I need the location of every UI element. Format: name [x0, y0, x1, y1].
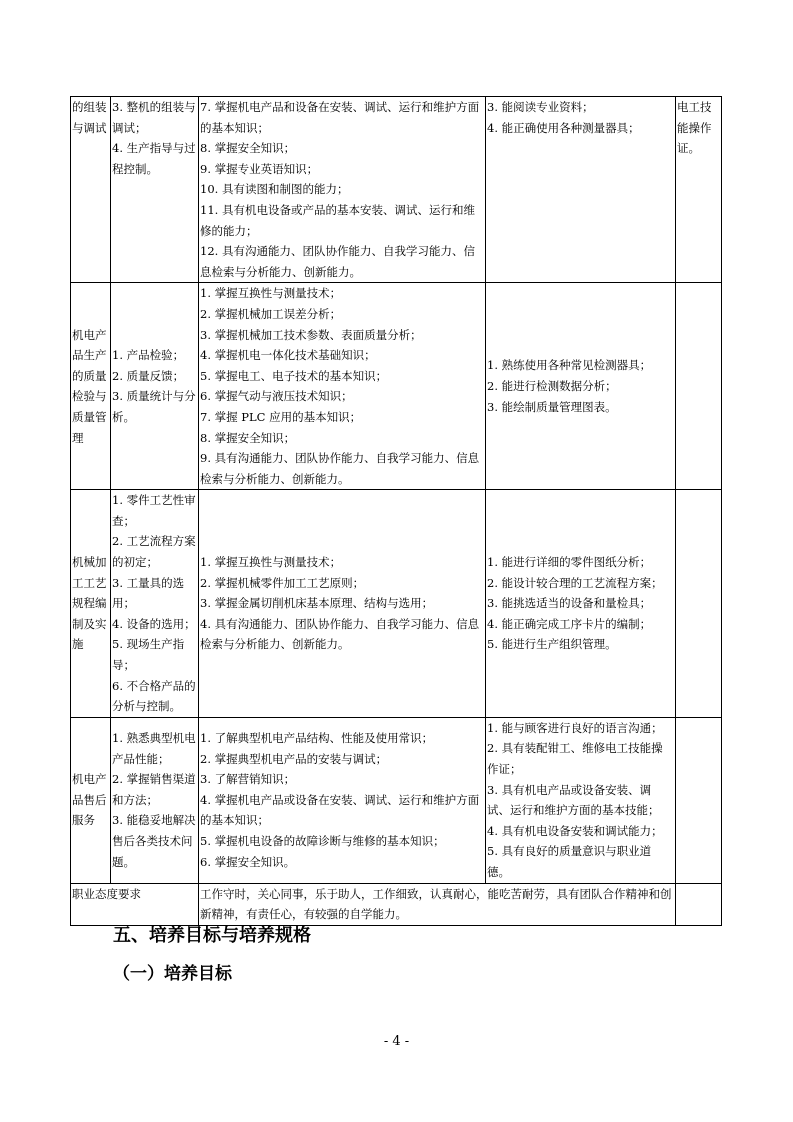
skills-cell: 1. 能进行详细的零件图纸分析； 2. 能设计较合理的工艺流程方案； 3. 能挑选适当的设备和量检具； 4. 能正确完成工序卡片的编制； 5. 能进行生产组织管理。: [486, 490, 676, 718]
work-area-cell: 的组装 与调试: [71, 97, 111, 283]
table-row: [71, 283, 722, 490]
work-task-cell: 3. 整机的组装与调试； 4. 生产指导与过程控制。: [111, 97, 199, 283]
section-heading: 五、培养目标与培养规格: [113, 925, 311, 946]
skills-cell: 3. 能阅读专业资料； 4. 能正确使用各种测量器具；: [486, 97, 676, 283]
table-row: [71, 490, 722, 718]
work-area-cell: 机电产品生产的质量检验与质量管理: [71, 283, 111, 490]
table-row-attitude: [71, 883, 722, 925]
certificate-cell: 电工技能操作证。: [676, 97, 722, 283]
table-row: [71, 717, 722, 883]
knowledge-cell: 1. 了解典型机电产品结构、性能及使用常识； 2. 掌握典型机电产品的安装与调试； 3. 了解营销知识； 4. 掌握机电产品或设备在安装、调试、运行和维护方面的基本知识； 5. 掌握机电设备的故障诊断与维修的基本知识； 6. 掌握安全知识。: [199, 717, 486, 883]
certificate-cell: [676, 283, 722, 490]
page-number: - 4 -: [383, 1034, 410, 1049]
work-task-cell: 1. 熟悉典型机电产品性能； 2. 掌握销售渠道和方法； 3. 能稳妥地解决售后各类技术问题。: [111, 717, 199, 883]
skills-cell: 1. 熟练使用各种常见检测器具； 2. 能进行检测数据分析； 3. 能绘制质量管理图表。: [486, 283, 676, 490]
work-task-cell: 1. 产品检验； 2. 质量反馈； 3. 质量统计与分析。: [111, 283, 199, 490]
work-area-cell: 机械加工工艺规程编制及实施: [71, 490, 111, 718]
table-row: [71, 97, 722, 283]
work-task-cell: 1. 零件工艺性审查； 2. 工艺流程方案的初定； 3. 工量具的选用； 4. 设备的选用； 5. 现场生产指导； 6. 不合格产品的分析与控制。: [111, 490, 199, 718]
attitude-empty-cell: [676, 883, 722, 925]
curriculum-table: [70, 96, 722, 926]
certificate-cell: [676, 490, 722, 718]
subsection-heading: （一）培养目标: [113, 964, 232, 984]
attitude-text: 工作守时，关心同事，乐于助人，工作细致，认真耐心，能吃苦耐劳，具有团队合作精神和创新精神，有责任心，有较强的自学能力。: [199, 883, 676, 925]
skills-cell: 1. 能与顾客进行良好的语言沟通； 2. 具有装配钳工、维修电工技能操作证； 3. 具有机电产品或设备安装、调试、运行和维护方面的基本技能； 4. 具有机电设备安装和调试能力； 5. 具有良好的质量意识与职业道德。: [486, 717, 676, 883]
knowledge-cell: 1. 掌握互换性与测量技术； 2. 掌握机械加工误差分析； 3. 掌握机械加工技术参数、表面质量分析； 4. 掌握机电一体化技术基础知识； 5. 掌握电工、电子技术的基本知识； 6. 掌握气动与液压技术知识； 7. 掌握 PLC 应用的基本知识； 8. 掌握安全知识； 9. 具有沟通能力、团队协作能力、自我学习能力、信息检索与分析能力、创新能力。: [199, 283, 486, 490]
knowledge-cell: 7. 掌握机电产品和设备在安装、调试、运行和维护方面的基本知识； 8. 掌握安全知识； 9. 掌握专业英语知识； 10. 具有读图和制图的能力； 11. 具有机电设备或产品的基本安装、调试、运行和维修的能力； 12. 具有沟通能力、团队协作能力、自我学习能力、信息检索与分析能力、创新能力。: [199, 97, 486, 283]
work-area-cell: 机电产品售后服务: [71, 717, 111, 883]
certificate-cell: [676, 717, 722, 883]
knowledge-cell: 1. 掌握互换性与测量技术； 2. 掌握机械零件加工工艺原则； 3. 掌握金属切削机床基本原理、结构与选用； 4. 具有沟通能力、团队协作能力、自我学习能力、信息检索与分析能力、创新能力。: [199, 490, 486, 718]
attitude-label: 职业态度要求: [71, 883, 199, 925]
